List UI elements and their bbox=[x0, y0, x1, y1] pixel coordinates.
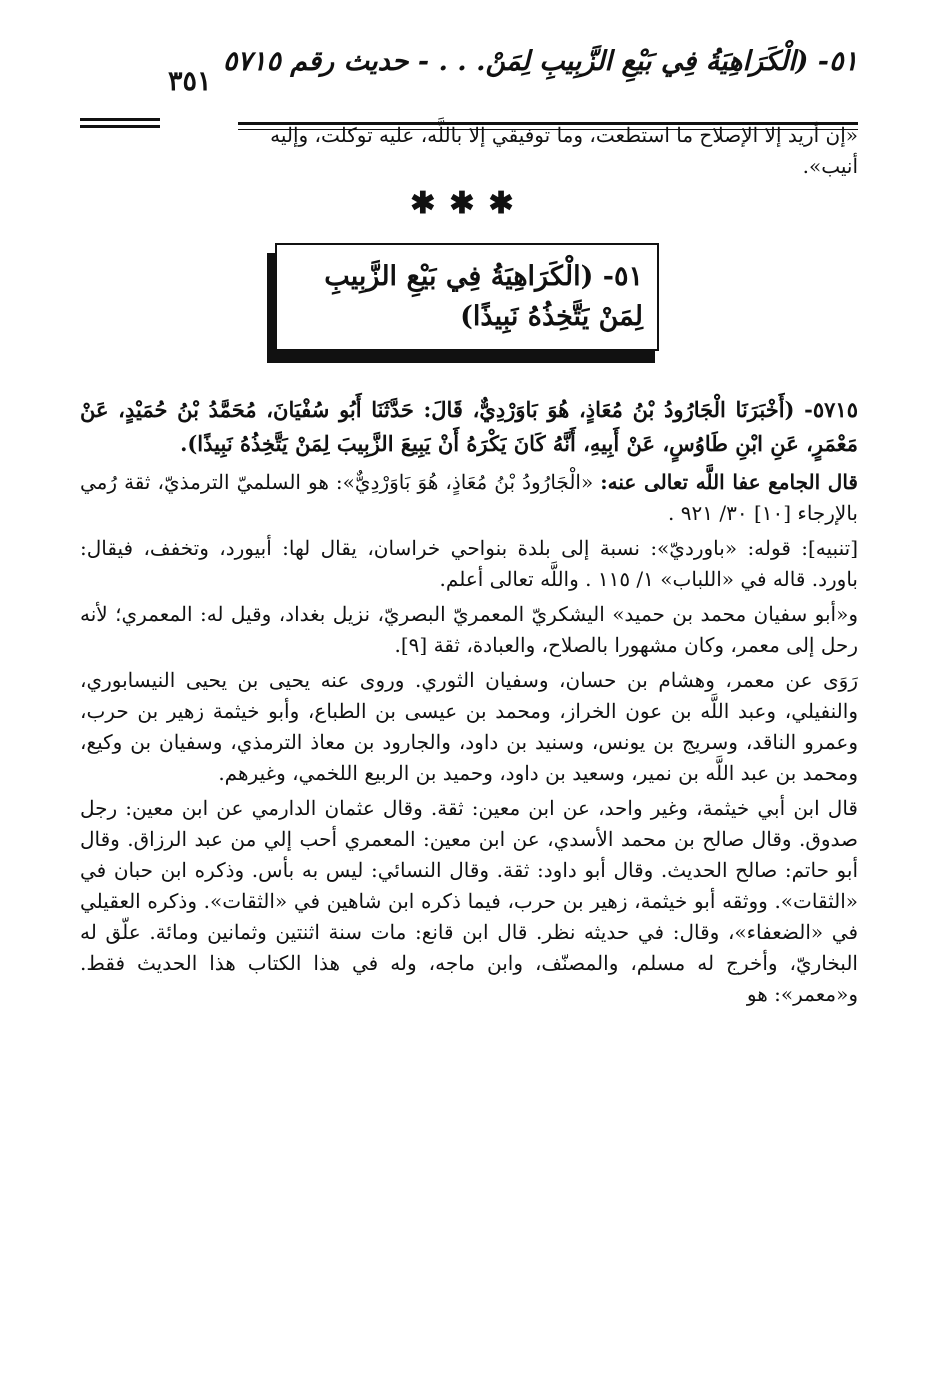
hadith-text: ٥٧١٥- (أَخْبَرَنَا الْجَارُودُ بْنُ مُعَاذٍ، هُوَ بَاوَرْدِيٌّ، قَالَ: حَدَّثَنَا أَبُو سُفْيَانَ، مُحَمَّدُ بْنُ حُمَيْدٍ، عَنْ مَعْمَرٍ، عَنِ ابْنِ طَاوُسٍ، عَنْ أَبِيهِ، أَنَّهُ كَانَ يَكْرَهُ أَنْ يَبِيعَ الزَّبِيبَ لِمَنْ يَتَّخِذُهُ نَبِيذًا). bbox=[80, 397, 858, 456]
intro-quote bbox=[80, 120, 858, 182]
chapter-title: ٥١- (الْكَرَاهِيَةُ فِي بَيْعِ الزَّبِيبِ لِمَنْ يَتَّخِذُهُ نَبِيذًا) bbox=[275, 243, 659, 351]
running-header bbox=[80, 42, 858, 97]
section-separator: ✱✱✱ bbox=[410, 186, 528, 221]
commentary-lead: قال الجامع عفا اللَّه تعالى عنه: bbox=[600, 470, 858, 494]
intro-quote-line1: «إن أريد إلا الإصلاح ما استطعت، وما توفيقي إلا باللَّه، عليه توكلت، وإليه bbox=[270, 123, 858, 147]
commentary-paragraph-2: [تنبيه]: قوله: «باورديّ»: نسبة إلى بلدة بنواحي خراسان، يقال لها: أبيورد، وتخفف، فيقال: باورد. قاله في «اللباب» ١/ ١١٥ . واللَّه تعالى أعلم. bbox=[80, 536, 858, 591]
commentary-paragraph-5: قال ابن أبي خيثمة، وغير واحد، عن ابن معين: ثقة. وقال عثمان الدارمي عن ابن معين: رجل صدوق. وقال صالح بن محمد الأسدي، عن ابن معين: المعمري أحب إلي من عبد الرزاق. وقال أبو حاتم: صالح الحديث. وقال أبو داود: ثقة. وقال النسائي: ليس به بأس. وذكره ابن حبان في «الثقات». ووثقه أبو خيثمة، زهير بن حرب، فيما ذكره ابن شاهين في «الثقات». وذكره العقيلي في «الضعفاء»، وقال: في حديثه نظر. قال ابن قانع: مات سنة اثنتين وثمانين ومائة. علّق له البخاريّ، وأخرج له مسلم، والمصنّف، وابن ماجه، وله في هذا الكتاب هذا الحديث فقط. و«معمر»: هو bbox=[80, 796, 858, 1006]
commentary-paragraph-3: و«أبو سفيان محمد بن حميد» اليشكريّ المعمريّ البصريّ، نزيل بغداد، وقيل له: المعمري؛ لأنه رحل إلى معمر، وكان مشهورا بالصلاح، والعبادة، ثقة [٩]. bbox=[80, 602, 858, 657]
page-number: ٣٥١ bbox=[168, 66, 212, 97]
commentary-paragraph-1 bbox=[80, 467, 858, 529]
commentary-paragraph-4: رَوَى عن معمر، وهشام بن حسان، وسفيان الثوري. وروى عنه يحيى بن يحيى النيسابوري، والنفيلي، وعبد اللَّه بن عون الخراز، ومحمد بن عيسى بن الطباع، وأبو خيثمة زهير بن حرب، وعمرو الناقد، وسريج بن يونس، وسنيد بن داود، والجارود بن معاذ الترمذي، وسفيان بن وكيع، ومحمد بن عبد اللَّه بن نمير، وسعيد بن داود، وحميد بن الربيع اللخمي، وغيرهم. bbox=[80, 668, 858, 785]
chapter-heading-box bbox=[275, 243, 663, 353]
intro-quote-line2: أنيب». bbox=[802, 154, 858, 178]
running-title: ٥١- (الْكَرَاهِيَةُ فِي بَيْعِ الزَّبِيبِ لِمَنْ. . . - حديث رقم ٥٧١٥ bbox=[222, 46, 858, 77]
page-content bbox=[80, 120, 858, 1014]
commentary-p1-rest: «الْجَارُودُ بْنُ مُعَاذٍ، هُوَ بَاوَرْدِيٌّ»: هو السلميّ الترمذيّ، ثقة رُمي بالإرجاء [١٠] ٣٠/ ٩٢١ . bbox=[80, 470, 858, 525]
